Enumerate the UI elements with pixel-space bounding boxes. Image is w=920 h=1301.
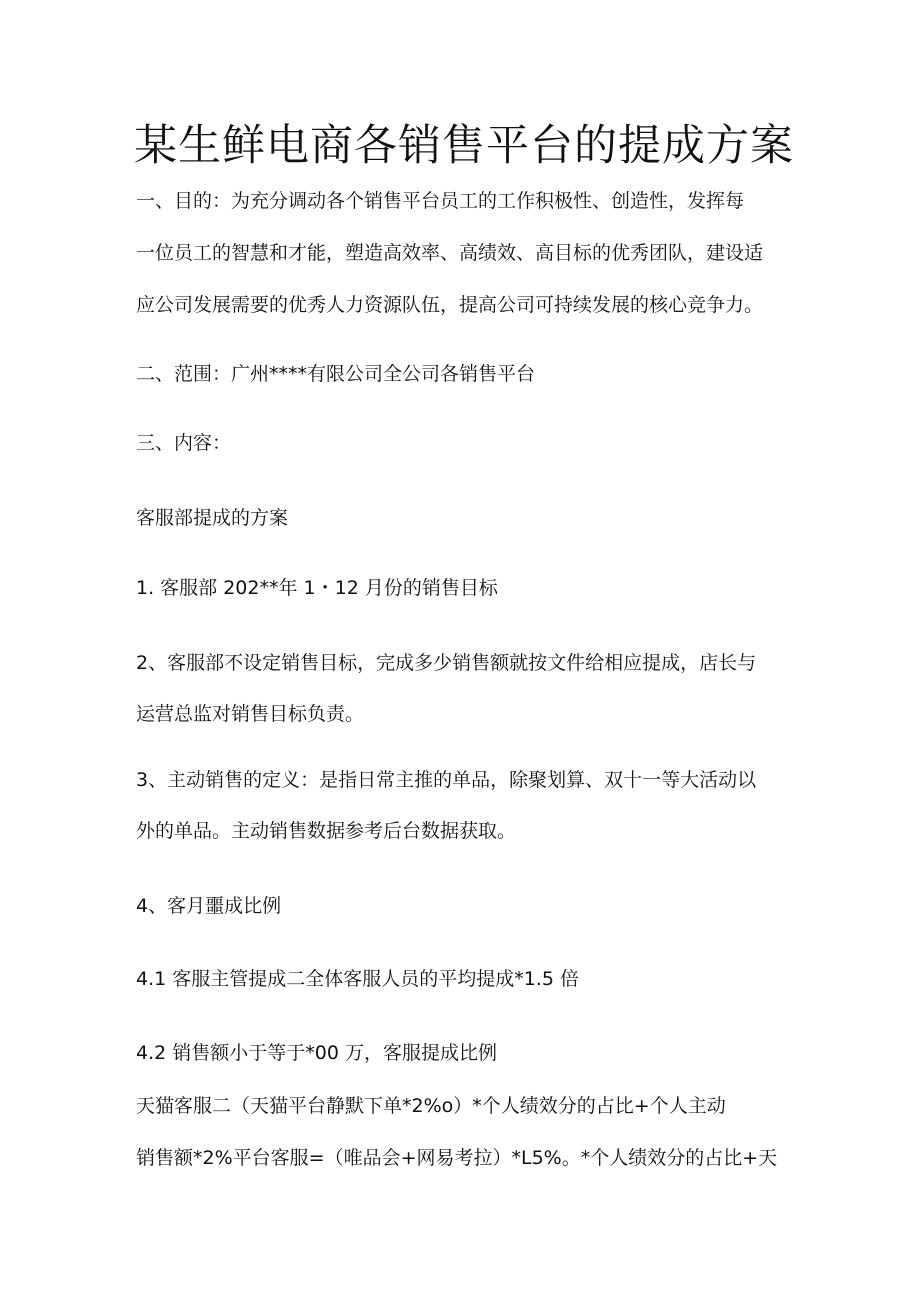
paragraph-content-heading: 三、内容： [136, 432, 232, 454]
list-item-4: 4、客月噩成比例 [136, 895, 282, 917]
list-item-4-1: 4.1 客服主管提成二全体客服人员的平均提成*1.5 倍 [136, 968, 580, 990]
list-item-1: 1. 客服部 202**年 1・12 月份的销售目标 [136, 577, 498, 599]
formula-line-2: 销售额*2%平台客服=（唯品会+网易考拉）*L5%。*个人绩效分的占比+天 [136, 1147, 778, 1169]
section-heading-customer-service: 客服部提成的方案 [136, 507, 289, 529]
paragraph-purpose-line-1: 一、目的：为充分调动各个销售平台员工的工作积极性、创造性，发挥每 [136, 190, 745, 212]
list-item-3-line-1: 3、主动销售的定义：是指日常主推的单品，除聚划算、双十一等大活动以 [136, 769, 757, 791]
list-item-4-2: 4.2 销售额小于等于*00 万，客服提成比例 [136, 1042, 497, 1064]
paragraph-purpose-line-3: 应公司发展需要的优秀人力资源队伍，提高公司可持续发展的核心竞争力。 [136, 294, 764, 316]
paragraph-purpose-line-2: 一位员工的智慧和才能，塑造高效率、高绩效、高目标的优秀团队，建设适 [136, 242, 764, 264]
paragraph-scope: 二、范围：广州****有限公司全公司各销售平台 [136, 363, 536, 385]
document-title: 某生鲜电商各销售平台的提成方案 [134, 121, 794, 171]
list-item-2-line-2: 运营总监对销售目标负责。 [136, 703, 365, 725]
list-item-2-line-1: 2、客服部不设定销售目标，完成多少销售额就按文件给相应提成，店长与 [136, 652, 757, 674]
formula-line-1: 天猫客服二（天猫平台静默下单*2%o）*个人绩效分的占比+个人主动 [136, 1095, 726, 1117]
list-item-3-line-2: 外的单品。主动销售数据参考后台数据获取。 [136, 820, 517, 842]
